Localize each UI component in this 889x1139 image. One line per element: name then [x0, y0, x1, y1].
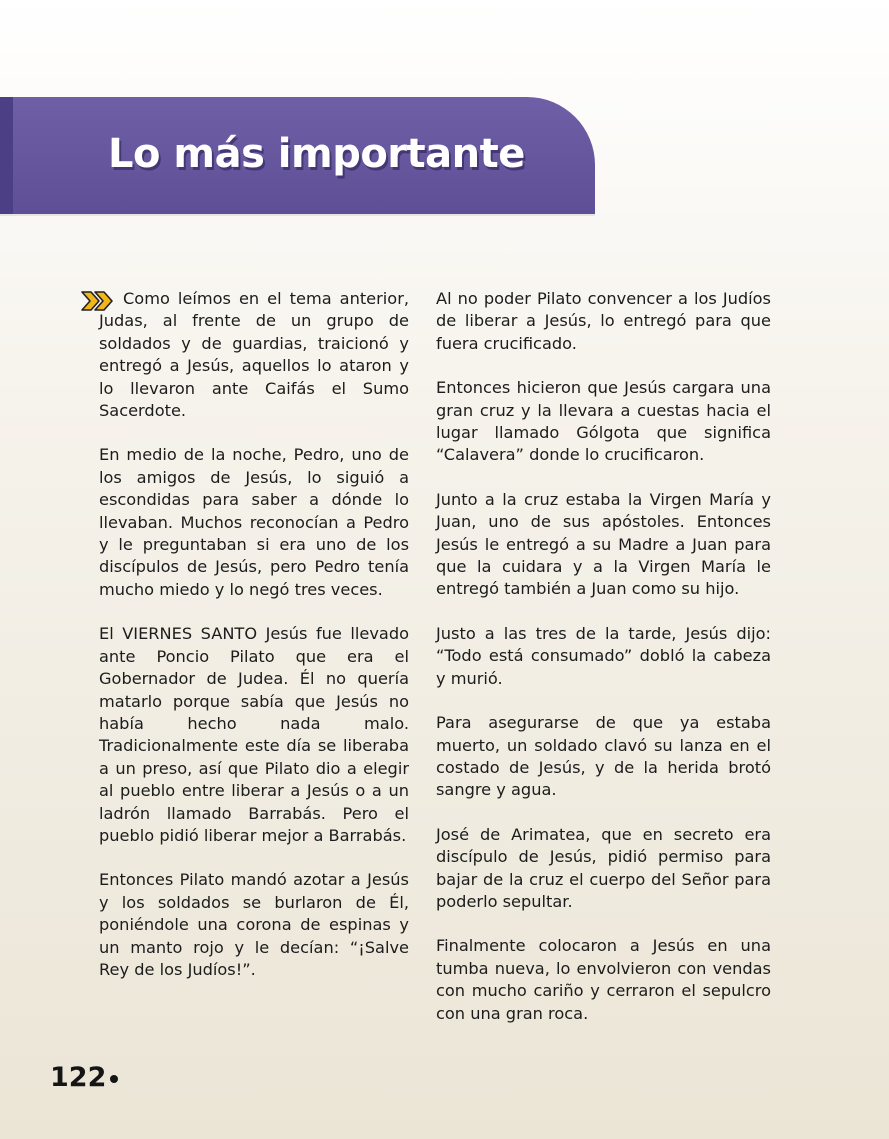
page-number	[50, 1062, 118, 1093]
paragraph	[99, 288, 409, 422]
paragraph: Justo a las tres de la tarde, Jesús dijo: “Todo está consumado” dobló la cabeza y murió.	[436, 623, 771, 688]
paragraph: Finalmente colocaron a Jesús en una tumba nueva, lo envolvieron con vendas con mucho cariño y cerraron el sepulcro con una gran roca.	[436, 936, 771, 1023]
paragraph: Al no poder Pilato convencer a los Judíos de liberar a Jesús, lo entregó para que fuera crucificado.	[436, 289, 771, 353]
page-title: Lo más importante	[108, 131, 525, 177]
paragraph-text: Como leímos en el tema anterior, Judas, al frente de un grupo de soldados y de guardias, traicionó y entregó a Jesús, aquellos lo ataron y lo llevaron ante Caifás el Sumo Sacerdote.	[99, 289, 409, 421]
paragraph: En medio de la noche, Pedro, uno de los amigos de Jesús, lo siguió a escondidas para saber a dónde lo llevaban. Muchos reconocían a Pedro y le preguntaban si era uno de los discípulos de Jesús, pero Pedro tenía mucho miedo y lo negó tres veces.	[99, 445, 409, 599]
paragraph: Entonces Pilato mandó azotar a Jesús y los soldados se burlaron de Él, poniéndole una corona de espinas y un manto rojo y le decían: “¡Salve Rey de los Judíos!”.	[99, 870, 409, 979]
paragraph: El VIERNES SANTO Jesús fue llevado ante Poncio Pilato que era el Gobernador de Judea. Él no quería matarlo porque sabía que Jesús no había hecho nada malo. Tradicionalmente este día se liberaba a un preso, así que Pilato dio a elegir al pueblo entre liberar a Jesús o a un ladrón llamado Barrabás. Pero el pueblo pidió liberar mejor a Barrabás.	[99, 624, 409, 845]
right-text-column	[436, 288, 771, 1047]
paragraph: José de Arimatea, que en secreto era discípulo de Jesús, pidió permiso para bajar de la cruz el cuerpo del Señor para poderlo sepultar.	[436, 824, 771, 911]
bullet-dot-icon	[110, 1075, 118, 1083]
title-banner-edge	[0, 97, 13, 214]
page-number-text: 122	[50, 1062, 107, 1093]
paragraph: Para asegurarse de que ya estaba muerto, un soldado clavó su lanza en el costado de Jesús, y de la herida brotó sangre y agua.	[436, 713, 771, 800]
paragraph: Junto a la cruz estaba la Virgen María y Juan, uno de sus apóstoles. Entonces Jesús le entregó a su Madre a Juan para que la cuidara y a la Virgen María le entregó también a Juan como su hijo.	[436, 489, 771, 599]
paragraph: Entonces hicieron que Jesús cargara una gran cruz y la llevara a cuestas hacia el lugar llamado Gólgota que significa “Calavera” donde lo crucificaron.	[436, 378, 771, 465]
left-text-column	[99, 288, 409, 1003]
